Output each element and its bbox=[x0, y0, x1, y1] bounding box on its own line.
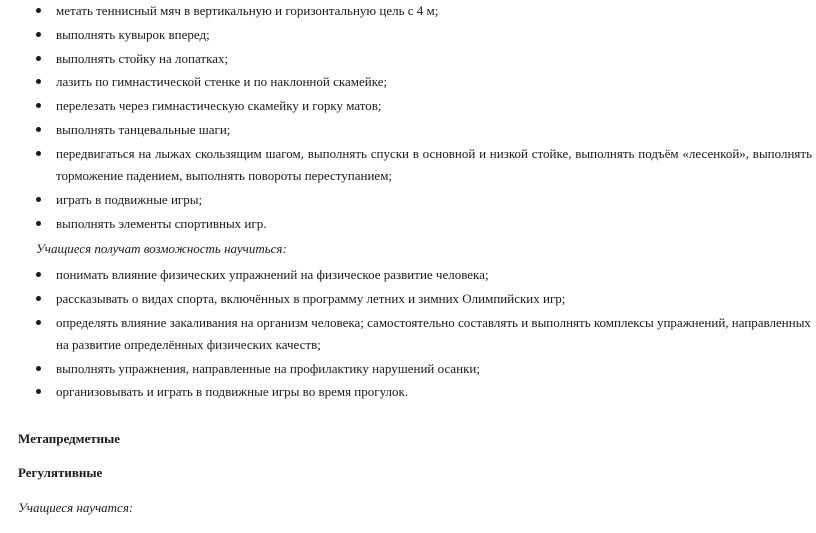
learn-label: Учащиеся научатся: bbox=[18, 500, 134, 515]
list-item: выполнять танцевальные шаги; bbox=[0, 119, 816, 141]
bullet-icon bbox=[36, 272, 41, 277]
heading-metasubject: Метапредметные bbox=[18, 431, 121, 446]
list-item: передвигаться на лыжах скользящим шагом, выполнять спуски в основной и низкой стойке, выполнять подъём «лесенкой», выполнять торможение падением, выполнять повороты переступанием; bbox=[0, 143, 816, 187]
opportunity-list bbox=[0, 264, 816, 405]
list-item: метать теннисный мяч в вертикальную и горизонтальную цель с 4 м; bbox=[0, 0, 816, 22]
bullet-icon bbox=[36, 197, 41, 202]
heading-regulatory: Регулятивные bbox=[18, 465, 103, 480]
bullet-icon bbox=[36, 151, 41, 156]
list-item: рассказывать о видах спорта, включённых в программу летних и зимних Олимпийских игр; bbox=[0, 288, 816, 310]
list-item: играть в подвижные игры; bbox=[0, 189, 816, 211]
list-item: выполнять элементы спортивных игр. bbox=[0, 213, 816, 235]
bullet-icon bbox=[36, 296, 41, 301]
list-item: перелезать через гимнастическую скамейку и горку матов; bbox=[0, 95, 816, 117]
bullet-icon bbox=[36, 127, 41, 132]
list-item: выполнять упражнения, направленные на профилактику нарушений осанки; bbox=[0, 358, 816, 380]
bullet-icon bbox=[36, 221, 41, 226]
list-item: лазить по гимнастической стенке и по наклонной скамейке; bbox=[0, 71, 816, 93]
list-item: понимать влияние физических упражнений на физическое развитие человека; bbox=[0, 264, 816, 286]
opportunity-label: Учащиеся получат возможность научиться: bbox=[36, 241, 287, 256]
skills-list bbox=[0, 0, 816, 236]
list-item: организовывать и играть в подвижные игры во время прогулок. bbox=[0, 381, 816, 403]
bullet-icon bbox=[36, 56, 41, 61]
bullet-icon bbox=[36, 8, 41, 13]
list-item: выполнять стойку на лопатках; bbox=[0, 48, 816, 70]
bullet-icon bbox=[36, 103, 41, 108]
bullet-icon bbox=[36, 366, 41, 371]
bullet-icon bbox=[36, 79, 41, 84]
list-item: выполнять кувырок вперед; bbox=[0, 24, 816, 46]
bullet-icon bbox=[36, 32, 41, 37]
list-item: определять влияние закаливания на организм человека; самостоятельно составлять и выполнять комплексы упражнений, направленных на развитие определённых физических качеств; bbox=[0, 312, 816, 356]
bullet-icon bbox=[36, 320, 41, 325]
bullet-icon bbox=[36, 389, 41, 394]
